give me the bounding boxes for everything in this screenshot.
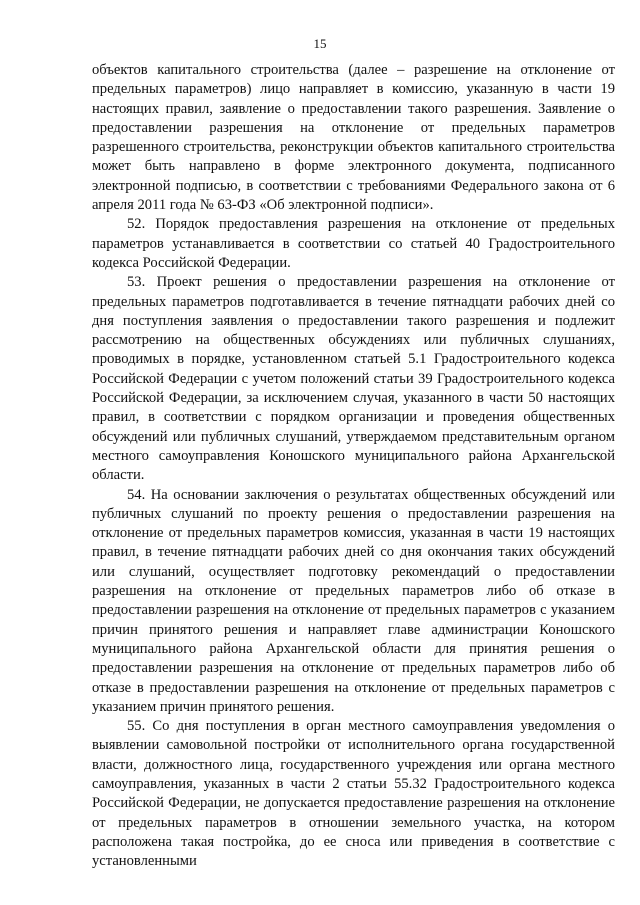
paragraph-53: 53. Проект решения о предоставлении разрешения на отклонение от предельных параметров подготавливается в течение пятнадцати рабочих дней со дня поступления заявления о предоставлении такого разрешения и подлежит рассмотрению на общественных обсуждениях или публичных слушаниях, проводимых в порядке, установленном статьей 5.1 Градостроительного кодекса Российской Федерации с учетом положений статьи 39 Градостроительного кодекса Российской Федерации, за исключением случая, указанного в части 50 настоящих правил, в соответствии с порядком организации и проведения общественных обсуждений или публичных слушаний, утверждаемом представительным органом местного самоуправления Коношского муниципального района Архангельской области.	[92, 274, 615, 484]
document-body	[92, 61, 615, 871]
paragraph-52: 52. Порядок предоставления разрешения на отклонение от предельных параметров устанавливается в соответствии со статьей 40 Градостроительного кодекса Российской Федерации.	[92, 216, 615, 271]
page-number: 15	[313, 36, 327, 51]
paragraph-54: 54. На основании заключения о результатах общественных обсуждений или публичных слушаний по проекту решения о предоставлении разрешения на отклонение от предельных параметров комиссия, указанная в части 19 настоящих правил, в течение пятнадцати рабочих дней со дня окончания таких обсуждений или слушаний, осуществляет подготовку рекомендаций о предоставлении разрешения на отклонение от предельных параметров либо об отказе в предоставлении разрешения на отклонение от предельных параметров с указанием причин принятого решения и направляет главе администрации Коношского муниципального района Архангельской области для принятия решения о предоставлении разрешения на отклонение от предельных параметров либо об отказе в предоставлении разрешения на отклонение от предельных параметров с указанием причин принятого решения.	[92, 486, 615, 715]
paragraph-55: 55. Со дня поступления в орган местного самоуправления уведомления о выявлении самовольной постройки от исполнительного органа государственной власти, должностного лица, государственного учреждения или органа местного самоуправления, указанных в части 2 статьи 55.32 Градостроительного кодекса Российской Федерации, не допускается предоставление разрешения на отклонение от предельных параметров в отношении земельного участка, на котором расположена такая постройка, до ее сноса или приведения в соответствие с установленными	[92, 718, 615, 870]
paragraph-51-continuation: объектов капитального строительства (далее – разрешение на отклонение от предельных параметров) лицо направляет в комиссию, указанную в части 19 настоящих правил, заявление о предоставлении такого разрешения. Заявление о предоставлении разрешения на отклонение от предельных параметров разрешенного строительства, реконструкции объектов капитального строительства может быть направлено в форме электронного документа, подписанного электронной подписью, в соответствии с требованиями Федерального закона от 6 апреля 2011 года № 63-ФЗ «Об электронной подписи».	[92, 62, 615, 214]
